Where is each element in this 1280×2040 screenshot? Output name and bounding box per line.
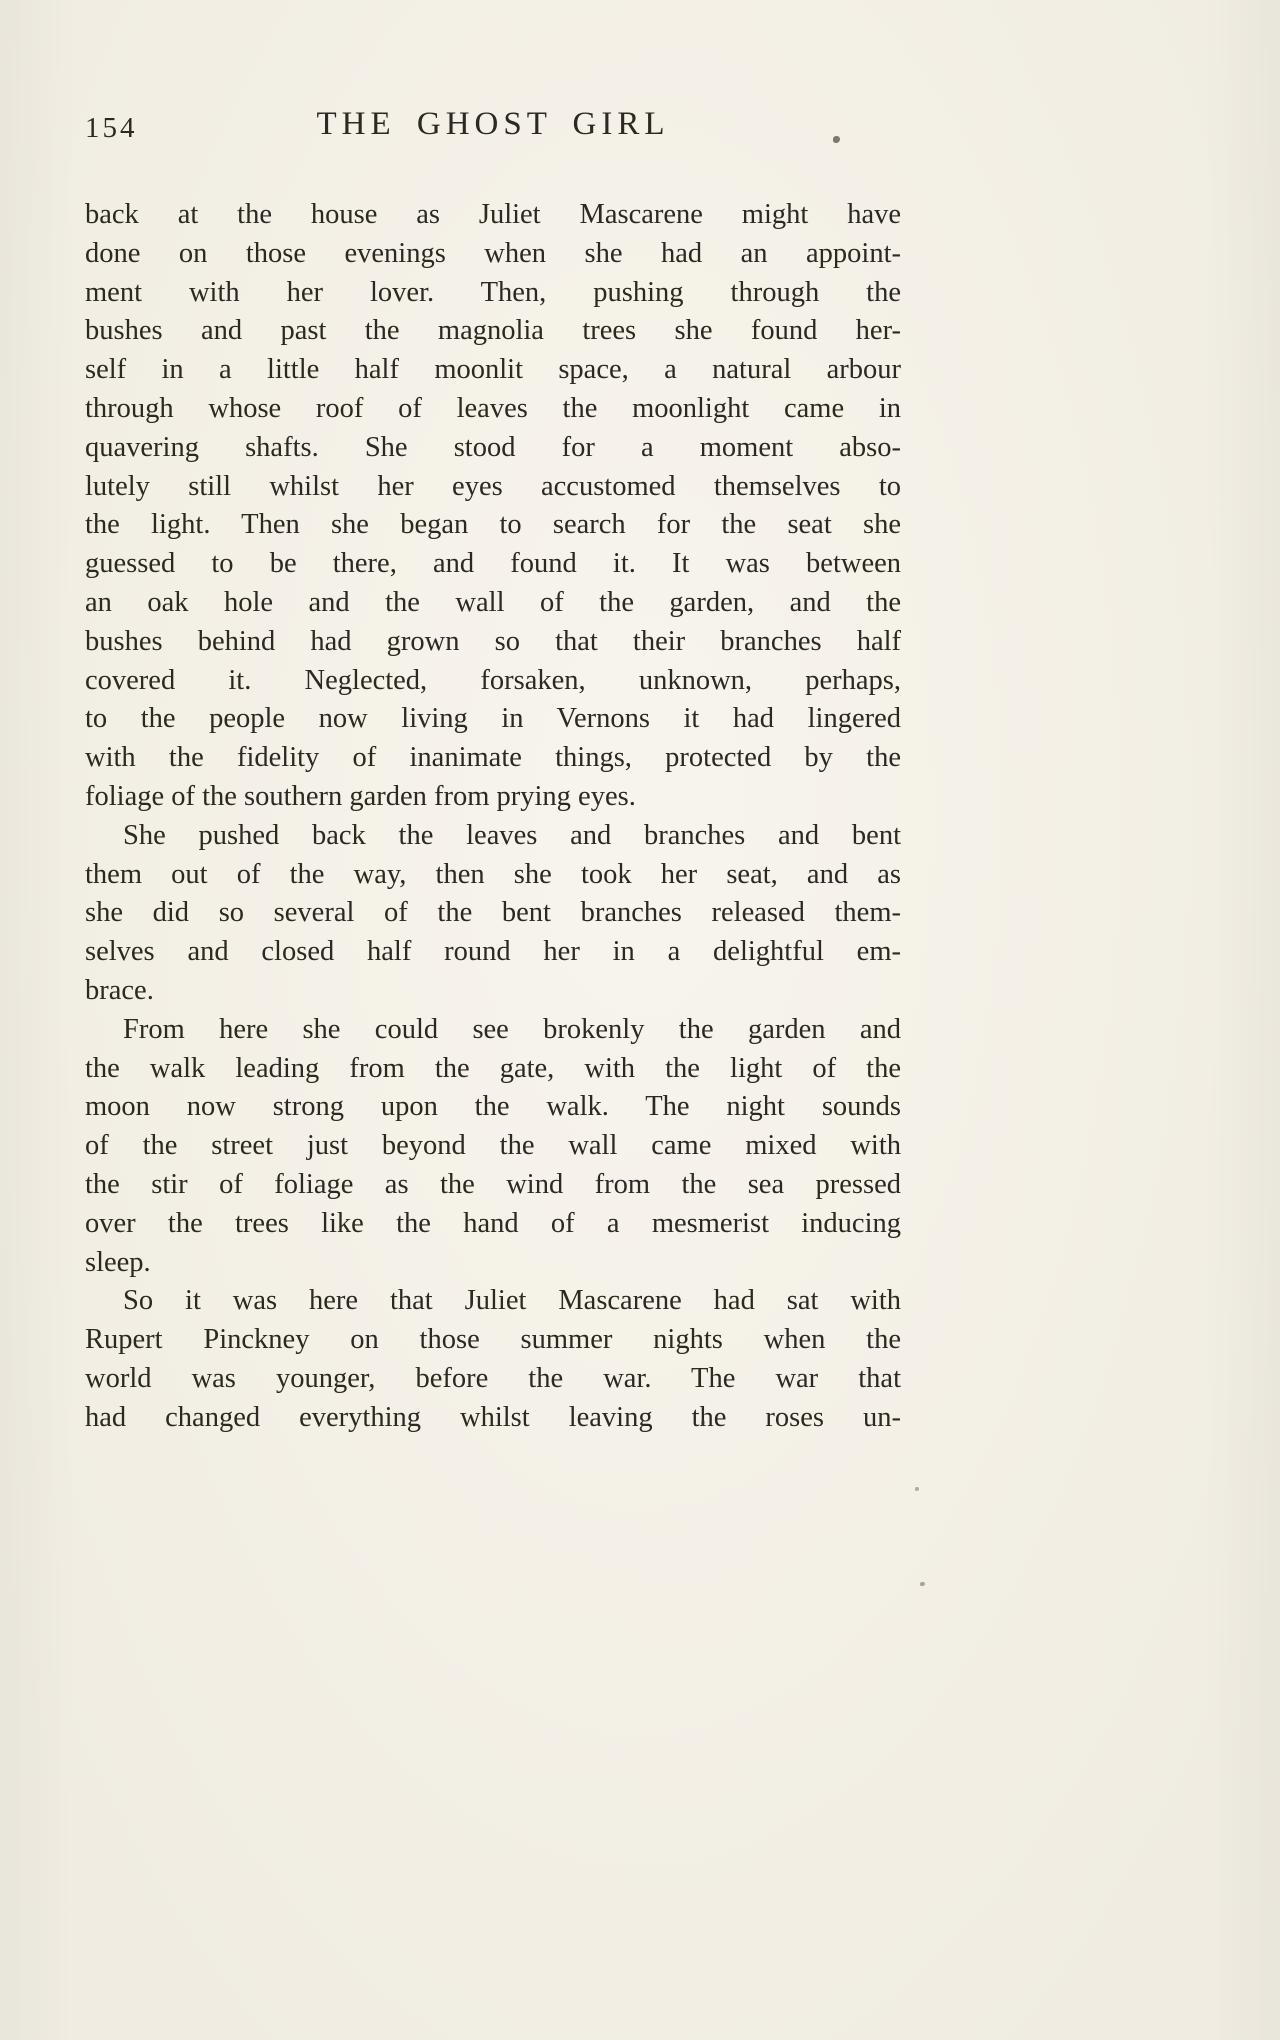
text-line: sleep.: [85, 1246, 151, 1278]
text-line: the walk leading from the gate, with the light of the: [85, 1052, 901, 1084]
page-number: 154: [85, 112, 138, 144]
text-line: to the people now living in Vernons it had lingered: [85, 703, 901, 735]
page-body: [85, 196, 901, 1438]
text-line: quavering shafts. She stood for a moment abso-: [85, 431, 901, 463]
text-line: selves and closed half round her in a delightful em-: [85, 936, 901, 968]
text-line: through whose roof of leaves the moonlight came in: [85, 392, 901, 424]
ink-speck: [920, 1582, 925, 1586]
text-line: done on those evenings when she had an appoint-: [85, 237, 901, 269]
page-content: [85, 106, 901, 1438]
text-line: the light. Then she began to search for the seat she: [85, 509, 901, 541]
paragraph: [85, 196, 901, 817]
text-line: back at the house as Juliet Mascarene might have: [85, 199, 901, 230]
text-line: them out of the way, then she took her seat, and as: [85, 858, 901, 890]
text-line: So it was here that Juliet Mascarene had sat with: [123, 1285, 901, 1317]
page-header: [85, 106, 901, 152]
text-line: She pushed back the leaves and branches and bent: [123, 819, 901, 851]
page-title: THE GHOST GIRL: [316, 106, 670, 142]
text-line: over the trees like the hand of a mesmerist inducing: [85, 1207, 901, 1239]
text-line: of the street just beyond the wall came mixed with: [85, 1130, 901, 1162]
text-line: From here she could see brokenly the garden and: [123, 1013, 901, 1045]
text-line: she did so several of the bent branches released them-: [85, 897, 901, 929]
text-line: lutely still whilst her eyes accustomed themselves to: [85, 470, 901, 502]
text-line: bushes behind had grown so that their branches half: [85, 625, 901, 657]
text-line: bushes and past the magnolia trees she found her-: [85, 315, 901, 347]
text-line: with the fidelity of inanimate things, protected by the: [85, 742, 901, 774]
paragraph: [85, 1282, 901, 1437]
text-line: covered it. Neglected, forsaken, unknown, perhaps,: [85, 664, 901, 696]
text-line: brace.: [85, 974, 154, 1006]
text-line: Rupert Pinckney on those summer nights when the: [85, 1324, 901, 1356]
text-line: had changed everything whilst leaving the roses un-: [85, 1401, 901, 1433]
text-line: moon now strong upon the walk. The night sounds: [85, 1091, 901, 1123]
paragraph: [85, 1011, 901, 1283]
text-line: guessed to be there, and found it. It was between: [85, 548, 901, 580]
text-line: world was younger, before the war. The war that: [85, 1362, 901, 1394]
text-line: the stir of foliage as the wind from the sea pressed: [85, 1168, 901, 1200]
text-line: an oak hole and the wall of the garden, and the: [85, 586, 901, 618]
text-line: foliage of the southern garden from prying eyes.: [85, 780, 636, 812]
text-line: ment with her lover. Then, pushing through the: [85, 276, 901, 308]
text-line: self in a little half moonlit space, a natural arbour: [85, 354, 901, 386]
paragraph: [85, 817, 901, 1011]
ink-speck: [915, 1487, 919, 1491]
